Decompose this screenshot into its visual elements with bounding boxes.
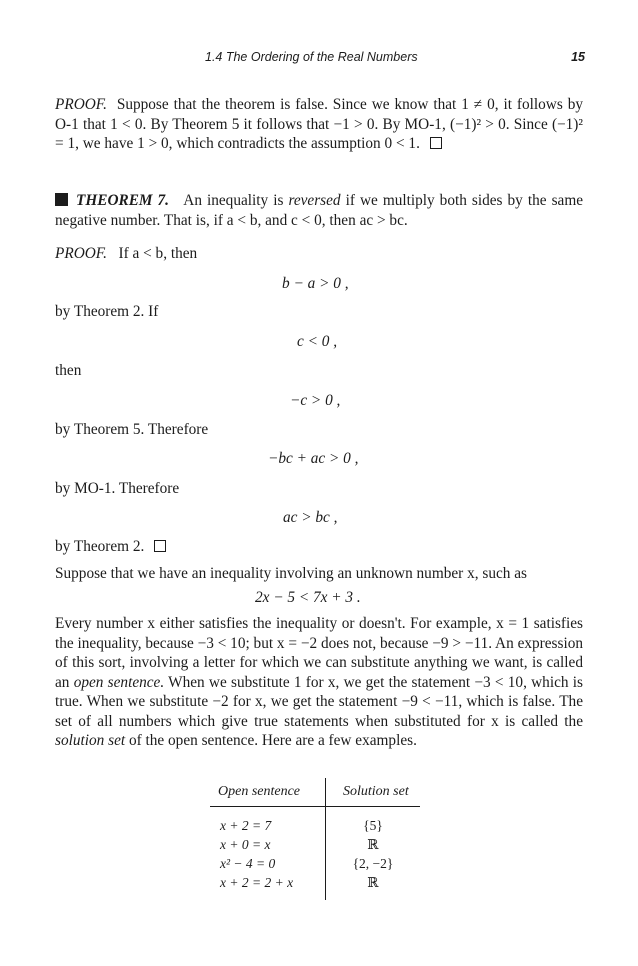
- paragraph-open-sentence: [55, 614, 583, 751]
- proof-intro: If a < b, then: [118, 245, 198, 262]
- table-row-solution: {5}: [363, 818, 383, 833]
- paragraph-text-c: of the open sentence. Here are a few examples.: [128, 732, 417, 749]
- term-solution-set: solution set: [55, 732, 126, 749]
- proof-text-1: by Theorem 2. If: [55, 303, 159, 320]
- paragraph-text-a: Every number x either satisfies the inequality or doesn't. For example, x = 1 satisfies the inequality, because −3 < 10; but x = −2 does not, because −9 > −11. An expression of this sort, involving a letter for which we can substitute anything we want, is called an: [55, 615, 583, 691]
- page-number: 15: [571, 50, 585, 64]
- table-row-sentence: x + 2 = 7: [220, 818, 272, 833]
- running-title: 1.4 The Ordering of the Real Numbers: [205, 50, 418, 64]
- proof-text-4: by MO-1. Therefore: [55, 480, 180, 497]
- solution-set-table: [210, 778, 420, 900]
- table-row-solution: ℝ: [367, 875, 379, 890]
- proof-label: PROOF.: [55, 96, 107, 113]
- table-header-rule: [210, 806, 420, 807]
- theorem-emphasis: reversed: [288, 192, 341, 209]
- theorem-label: THEOREM 7.: [76, 192, 170, 209]
- proof-label: PROOF.: [55, 245, 107, 262]
- proof-text-3: by Theorem 5. Therefore: [55, 421, 209, 438]
- theorem-7: [55, 191, 583, 230]
- paragraph-text-b: When we substitute 1 for x, we get the statement −3 < 10, which is true. When we substitute −2 for x, we get the statement −9 < −11, which is false. The set of all numbers which give true statements when substituted for x is called the: [55, 673, 583, 730]
- square-bullet-icon: [55, 193, 68, 206]
- term-open-sentence: open sentence.: [73, 673, 165, 691]
- proof-text-2: then: [55, 362, 82, 379]
- table-row-solution: ℝ: [367, 837, 379, 852]
- proof-text: Suppose that the theorem is false. Since we know that 1 ≠ 0, it follows by O-1 that 1 < 0. By Theorem 5 it follows that −1 > 0. By MO-1, (−1)² > 0. Since (−1)² = 1, we have 1 > 0, which contradicts the assumption 0 < 1.: [55, 96, 584, 152]
- proof-text-5: by Theorem 2.: [55, 537, 583, 557]
- table-row-solution: {2, −2}: [352, 856, 394, 871]
- table-row-sentence: x² − 4 = 0: [220, 856, 276, 871]
- proof-paragraph-1: [55, 95, 583, 154]
- qed-box-icon: [430, 137, 442, 149]
- paragraph-intro: Suppose that we have an inequality involving an unknown number x, such as: [55, 565, 527, 582]
- running-header: [0, 50, 638, 70]
- theorem-text-after: if we multiply both sides by the same negative number. That is, if a < b, and c < 0, then ac > bc.: [55, 192, 584, 229]
- table-header-solution-set: Solution set: [343, 784, 409, 799]
- table-row-sentence: x + 0 = x: [220, 837, 271, 852]
- qed-box-icon: [154, 540, 166, 552]
- table-row-sentence: x + 2 = 2 + x: [220, 875, 294, 890]
- theorem-text-before: An inequality is: [183, 192, 284, 209]
- table-header-open-sentence: Open sentence: [218, 784, 301, 799]
- proof-2-intro: [55, 244, 583, 264]
- book-page: 1.4 The Ordering of the Real Numbers 15 PROOF. Suppose that the theorem is false. Since we know that 1 ≠ 0, it follows by O-1 that 1 < 0. By Theorem 5 it follows that −1 > 0. By MO-1, (−1)² > 0. Since (−1)² = 1, we have 1 > 0, which contradicts the assumption 0 < 1. THEOREM 7. An inequality is reversed if we multiply both sides by the same negative number. That is, if a < b, and c < 0, then ac > bc. PROOF. If a < b, then b − a > 0 , by Theorem 2. If c < 0 , then −c > 0 , by Theorem 5. Therefore −bc + ac > 0 , by MO-1. Therefore ac > bc , by Theorem 2. Suppose that we have an inequality involving an unknown number x, such as 2x − 5 < 7x + 3 . Every number x either satisfies the inequality or doesn't. For example, x = 1 satisfies the inequality, because −3 < 10; but x = −2 does not, because −9 > −11. An expression of this sort, involving a letter for which we can substitute anything we want, is called an open sentence. When we substitute 1 for x, we get the statement −3 < 10, which is true. When we substitute −2 for x, we get the statement −9 < −11, which is false. The set of all numbers which give true statements when substituted for x is called the solution set of the open sentence. Here are a few examples. Open sentence Solution set x + 2 = 7 {5} x + 0 = x ℝ x² − 4 = 0 {2, −2} x + 2 = 2 + x ℝ: [0, 0, 638, 966]
